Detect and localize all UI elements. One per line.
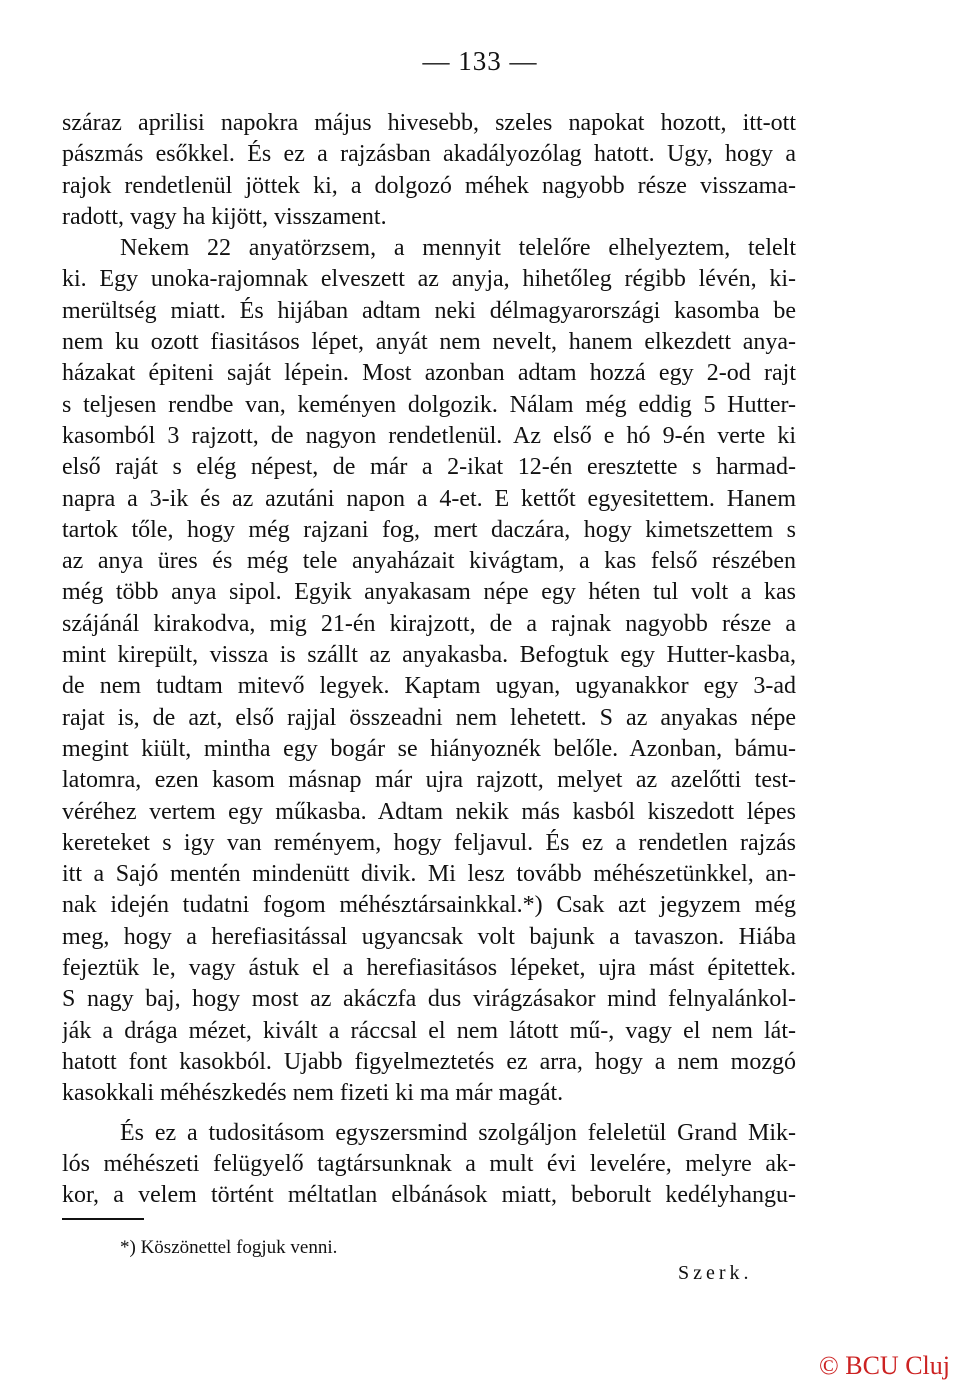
body-text [62,108,796,1211]
text-line: megint kiült, mintha egy bogár se hiányoznék belőle. Azonban, bámu- [62,735,796,762]
text-line: fejeztük le, vagy ástuk el a herefiasitásos lépeket, ujra mást épitettek. [62,955,796,982]
text-line: kor, a velem történt méltatlan elbánások miatt, beborult kedélyhangu- [62,1182,796,1209]
text-line: És ez a tudositásom egyszersmind szolgáljon feleletül Grand Mik- [120,1119,796,1146]
text-line: házakat épiteni saját lépein. Most azonban adtam hozzá egy 2-od rajt [62,360,796,387]
text-line: szájánál kirakodva, mig 21-én kirajzott, de a rajnak nagyobb része a [62,610,796,637]
paragraph-spacer [62,1110,796,1118]
text-line: rajok rendetlenül jöttek ki, a dolgozó méhek nagyobb része visszama- [62,172,796,199]
text-line: de nem tudtam mitevő legyek. Kaptam ugyan, ugyanakkor egy 3-ad [62,673,796,700]
text-line: hatott font kasokból. Ujabb figyelmeztetés ez arra, hogy a nem mozgó [62,1048,796,1075]
text-line: S nagy baj, hogy most az akáczfa dus virágzásakor mind felnyalánkol- [62,986,796,1013]
text-line: meg, hogy a herefiasitással ugyancsak volt bajunk a tavaszon. Hiába [62,923,796,950]
text-line: itt a Sajó mentén mindenütt divik. Mi lesz tovább méhészetünkkel, an- [62,861,796,888]
paragraph-1 [62,108,796,233]
text-line: véréhez vertem egy műkasba. Adtam nekik más kasból kiszedott lépes [62,798,796,825]
text-line: mint kirepült, vissza is szállt az anyakasba. Befogtuk egy Hutter-kasba, [62,642,796,669]
text-line: kasokkali méhészkedés nem fizeti ki ma már magát. [62,1080,564,1107]
footnote-divider [62,1218,144,1220]
editor-signature: Szerk. [678,1262,753,1284]
text-line: radott, vagy ha kijött, visszament. [62,203,387,230]
text-line: tartok tőle, hogy még rajzani fog, mert daczára, hogy kimetszettem s [62,516,796,543]
text-line: ják a drága mézet, kivált a ráccsal el nem látott mű-, vagy el nem lát- [62,1017,796,1044]
text-line: első raját s elég népest, de már a 2-ikat 12-én eresztette s harmad- [62,454,796,481]
text-line: lós méhészeti felügyelő tagtársunknak a mult évi levelére, melyre ak- [62,1150,796,1177]
text-line: napra a 3-ik és az azutáni napon a 4-et. E kettőt egyesitettem. Hanem [62,485,796,512]
library-watermark: © BCU Cluj [818,1351,950,1380]
text-line: kereteket s igy van reményem, hogy feljavul. És ez a rendetlen rajzás [62,829,796,856]
text-line: ki. Egy unoka-rajomnak elveszett az anyja, hihetőleg régibb lévén, ki- [62,266,796,293]
text-line: még több anya sipol. Egyik anyakasam népe egy héten tul volt a kas [62,579,796,606]
text-line: s teljesen rendbe van, keményen dolgozik. Nálam még eddig 5 Hutter- [62,391,796,418]
text-line: nak idején tudatni fogom méhésztársainkkal.*) Csak azt jegyzem még [62,892,796,919]
text-line: Nekem 22 anyatörzsem, a mennyit telelőre elhelyeztem, telelt [120,235,796,262]
text-line: merültség miatt. És hijában adtam neki délmagyarországi kasomba be [62,297,796,324]
text-line: az anya üres és még tele anyaházait kivágtam, a kas felső részében [62,548,796,575]
text-line: rajat is, de azt, első rajjal összeadni nem lehetett. S az anyakas népe [62,704,796,731]
footnote: *) Köszönettel fogjuk venni. [120,1237,338,1258]
page-number: — 133 — [422,46,538,76]
text-line: nem ku ozott fiasitásos lépet, anyát nem nevelt, hanem elkezdett anya- [62,329,796,356]
text-line: száraz aprilisi napokra május hivesebb, szeles napokat hozott, itt-ott [62,110,796,136]
paragraph-2 [62,233,796,1109]
text-line: kasomból 3 rajzott, de nagyon rendetlenül. Az első e hó 9-én verte ki [62,422,796,449]
paragraph-3 [62,1118,796,1212]
text-line: latomra, ezen kasom másnap már ujra rajzott, melyet az azelőtti test- [62,767,796,794]
text-line: pászmás esőkkel. És ez a rajzásban akadályozólag hatott. Ugy, hogy a [62,141,796,168]
